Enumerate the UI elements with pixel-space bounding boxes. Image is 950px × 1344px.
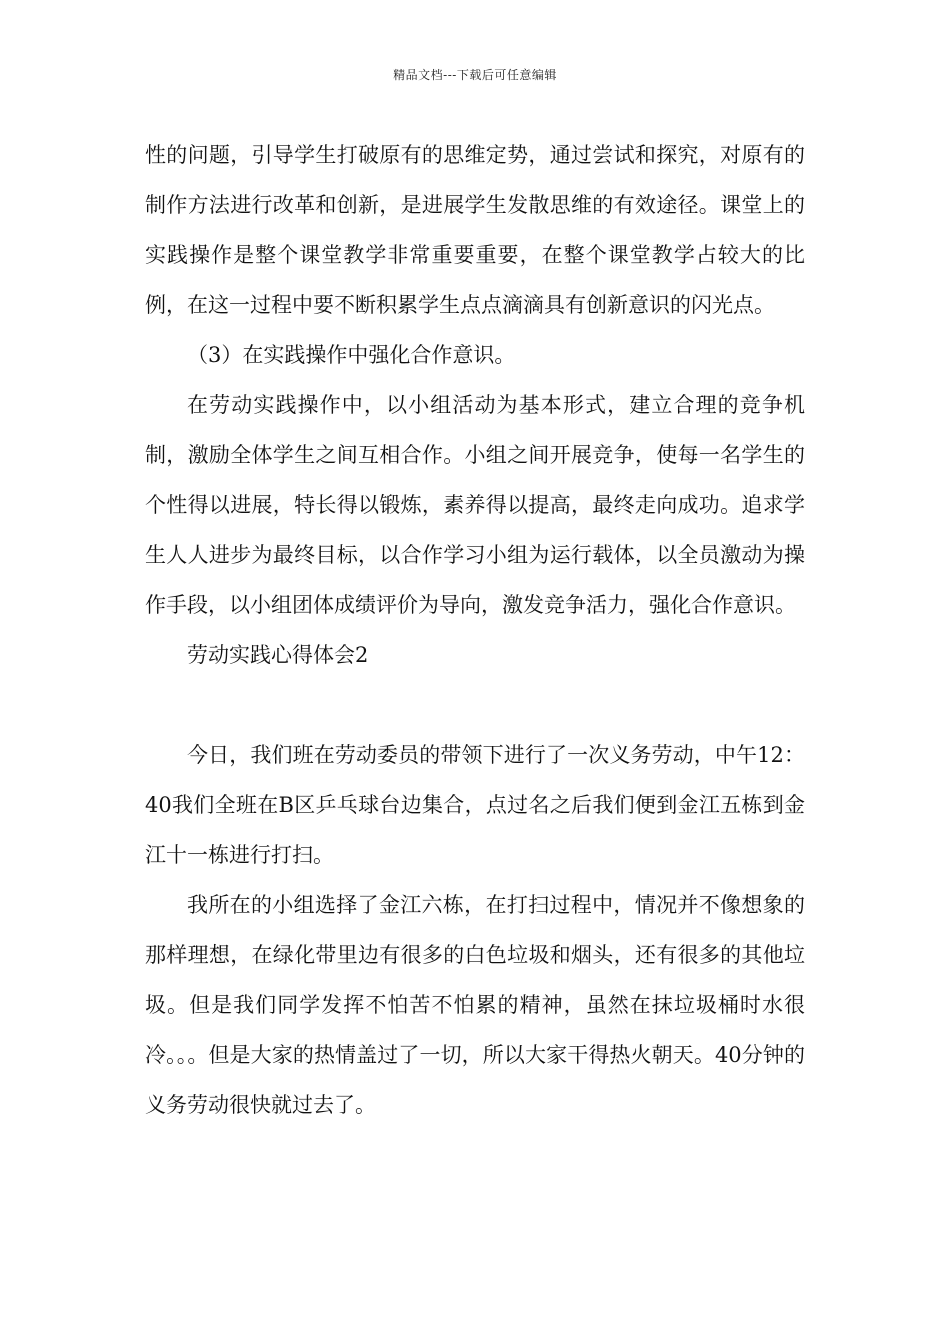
subheading-cooperation: （3）在实践操作中强化合作意识。: [187, 343, 516, 367]
section-title: 劳动实践心得体会2: [187, 643, 369, 667]
document-body: [145, 130, 805, 1130]
paragraph-cooperation: 在劳动实践操作中，以小组活动为基本形式，建立合理的竞争机制，激励全体学生之间互相合作。小组之间开展竞争，使每一名学生的个性得以进展，特长得以锻炼，素养得以提高，最终走向成功。追求学生人人进步为最终目标，以合作学习小组为运行载体，以全员激动为操作手段，以小组团体成绩评价为导向，激发竞争活力，强化合作意识。: [145, 393, 805, 617]
paragraph-experience: 我所在的小组选择了金江六栋，在打扫过程中，情况并不像想象的那样理想，在绿化带里边有很多的白色垃圾和烟头，还有很多的其他垃圾。但是我们同学发挥不怕苦不怕累的精神，虽然在抹垃圾桶时水很冷。。。但是大家的热情盖过了一切，所以大家干得热火朝天。40分钟的义务劳动很快就过去了。: [145, 893, 805, 1117]
paragraph-intro: 今日，我们班在劳动委员的带领下进行了一次义务劳动，中午12：40我们全班在B区乒乓球台边集合，点过名之后我们便到金江五栋到金江十一栋进行打扫。: [145, 743, 805, 867]
paragraph-continued: 性的问题，引导学生打破原有的思维定势，通过尝试和探究，对原有的制作方法进行改革和创新，是进展学生发散思维的有效途径。课堂上的实践操作是整个课堂教学非常重要重要，在整个课堂教学占较大的比例，在这一过程中要不断积累学生点点滴滴具有创新意识的闪光点。: [145, 143, 805, 317]
page-header: 精品文档---下载后可任意编辑: [393, 68, 557, 82]
blank-line: [145, 680, 805, 730]
